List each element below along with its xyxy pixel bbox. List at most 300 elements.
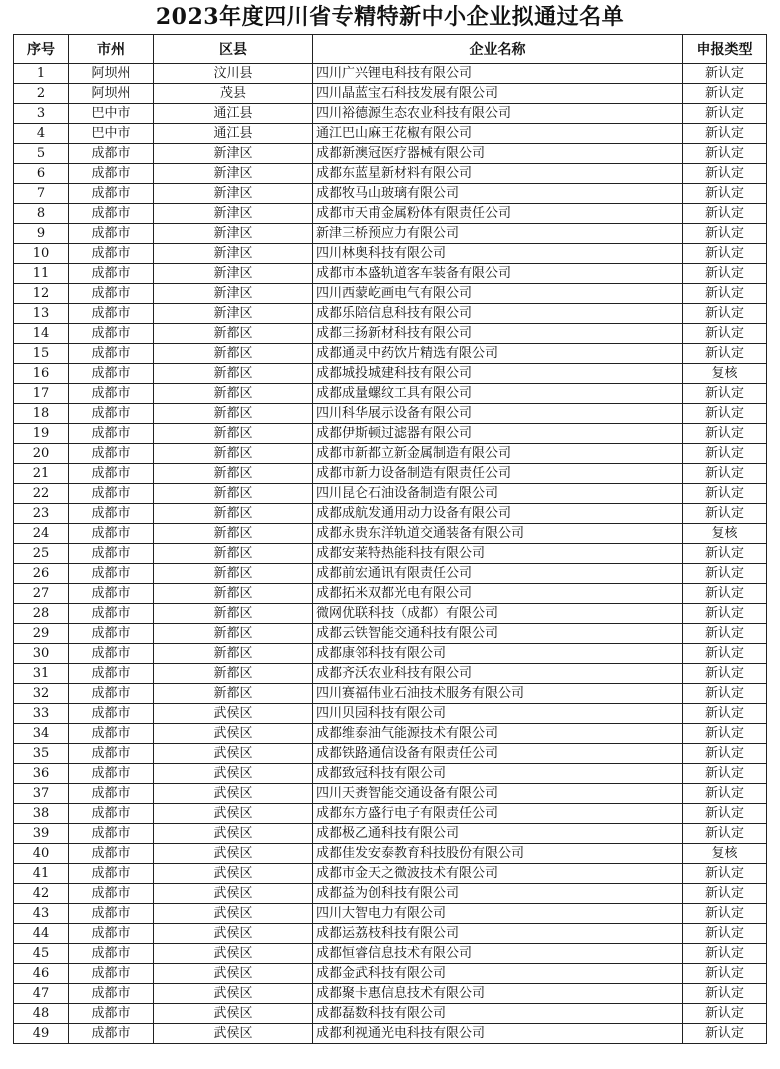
table-row <box>14 904 767 924</box>
row-city: 成都市 <box>69 624 154 644</box>
row-city: 巴中市 <box>69 104 154 124</box>
row-district: 新都区 <box>154 504 313 524</box>
row-index: 22 <box>14 484 69 504</box>
row-city: 成都市 <box>69 544 154 564</box>
row-type: 新认定 <box>683 204 767 224</box>
row-district: 新都区 <box>154 424 313 444</box>
row-city: 成都市 <box>69 704 154 724</box>
row-company-name: 成都利视通光电科技有限公司 <box>313 1024 683 1044</box>
row-city: 成都市 <box>69 864 154 884</box>
row-city: 成都市 <box>69 484 154 504</box>
row-index: 10 <box>14 244 69 264</box>
row-type: 新认定 <box>683 784 767 804</box>
row-type: 新认定 <box>683 1024 767 1044</box>
table-row <box>14 264 767 284</box>
row-type: 新认定 <box>683 224 767 244</box>
row-company-name: 成都市本盛轨道客车装备有限公司 <box>313 264 683 284</box>
table-row <box>14 104 767 124</box>
row-district: 武侯区 <box>154 744 313 764</box>
page-title: 2023年度四川省专精特新中小企业拟通过名单 <box>155 4 625 30</box>
row-company-name: 新津三桥预应力有限公司 <box>313 224 683 244</box>
row-city: 成都市 <box>69 804 154 824</box>
row-district: 武侯区 <box>154 704 313 724</box>
company-list-table <box>13 34 767 1044</box>
row-company-name: 四川大智电力有限公司 <box>313 904 683 924</box>
row-company-name: 成都乐陪信息科技有限公司 <box>313 304 683 324</box>
table-row <box>14 924 767 944</box>
row-index: 1 <box>14 64 69 84</box>
row-index: 39 <box>14 824 69 844</box>
table-body <box>14 64 767 1044</box>
table-row <box>14 444 767 464</box>
row-district: 武侯区 <box>154 844 313 864</box>
row-city: 成都市 <box>69 344 154 364</box>
row-city: 成都市 <box>69 824 154 844</box>
row-type: 新认定 <box>683 964 767 984</box>
row-company-name: 四川西蒙屹画电气有限公司 <box>313 284 683 304</box>
header-row <box>14 35 767 64</box>
row-index: 14 <box>14 324 69 344</box>
row-index: 28 <box>14 604 69 624</box>
row-company-name: 成都致冠科技有限公司 <box>313 764 683 784</box>
row-type: 新认定 <box>683 144 767 164</box>
row-company-name: 成都极乙通科技有限公司 <box>313 824 683 844</box>
table-row <box>14 824 767 844</box>
row-city: 成都市 <box>69 264 154 284</box>
row-company-name: 成都伊斯顿过滤器有限公司 <box>313 424 683 444</box>
row-district: 新津区 <box>154 164 313 184</box>
row-type: 新认定 <box>683 484 767 504</box>
row-index: 7 <box>14 184 69 204</box>
table-row <box>14 884 767 904</box>
row-city: 成都市 <box>69 964 154 984</box>
row-type: 新认定 <box>683 104 767 124</box>
row-city: 成都市 <box>69 244 154 264</box>
row-index: 19 <box>14 424 69 444</box>
table-row <box>14 544 767 564</box>
table-row <box>14 1024 767 1044</box>
row-index: 27 <box>14 584 69 604</box>
row-company-name: 成都成航发通用动力设备有限公司 <box>313 504 683 524</box>
row-city: 成都市 <box>69 404 154 424</box>
header-company: 企业名称 <box>313 35 683 64</box>
table-row <box>14 584 767 604</box>
row-city: 成都市 <box>69 324 154 344</box>
row-index: 38 <box>14 804 69 824</box>
row-company-name: 四川晶蓝宝石科技发展有限公司 <box>313 84 683 104</box>
row-company-name: 成都聚卡惠信息技术有限公司 <box>313 984 683 1004</box>
row-city: 成都市 <box>69 384 154 404</box>
table-row <box>14 224 767 244</box>
row-company-name: 四川昆仑石油设备制造有限公司 <box>313 484 683 504</box>
table-row <box>14 704 767 724</box>
row-city: 成都市 <box>69 364 154 384</box>
row-city: 成都市 <box>69 144 154 164</box>
row-type: 新认定 <box>683 584 767 604</box>
row-district: 武侯区 <box>154 804 313 824</box>
row-index: 25 <box>14 544 69 564</box>
table-row <box>14 244 767 264</box>
row-index: 2 <box>14 84 69 104</box>
row-city: 成都市 <box>69 284 154 304</box>
row-district: 武侯区 <box>154 884 313 904</box>
row-type: 新认定 <box>683 124 767 144</box>
row-index: 32 <box>14 684 69 704</box>
row-type: 新认定 <box>683 904 767 924</box>
row-district: 武侯区 <box>154 864 313 884</box>
table-row <box>14 684 767 704</box>
row-index: 6 <box>14 164 69 184</box>
table-header <box>14 35 767 64</box>
row-company-name: 成都东方盛行电子有限责任公司 <box>313 804 683 824</box>
row-index: 21 <box>14 464 69 484</box>
row-city: 成都市 <box>69 1024 154 1044</box>
table-row <box>14 324 767 344</box>
row-type: 新认定 <box>683 424 767 444</box>
row-city: 成都市 <box>69 924 154 944</box>
row-district: 通江县 <box>154 124 313 144</box>
row-district: 新都区 <box>154 664 313 684</box>
row-district: 新津区 <box>154 284 313 304</box>
row-company-name: 成都市新都立新金属制造有限公司 <box>313 444 683 464</box>
row-company-name: 成都佳发安泰教育科技股份有限公司 <box>313 844 683 864</box>
row-city: 成都市 <box>69 664 154 684</box>
row-index: 18 <box>14 404 69 424</box>
row-index: 16 <box>14 364 69 384</box>
row-type: 新认定 <box>683 744 767 764</box>
table-row <box>14 624 767 644</box>
row-company-name: 成都通灵中药饮片精选有限公司 <box>313 344 683 364</box>
row-city: 成都市 <box>69 204 154 224</box>
row-city: 成都市 <box>69 644 154 664</box>
row-district: 新都区 <box>154 384 313 404</box>
row-type: 新认定 <box>683 324 767 344</box>
row-city: 阿坝州 <box>69 64 154 84</box>
table-row <box>14 644 767 664</box>
row-type: 新认定 <box>683 604 767 624</box>
row-index: 44 <box>14 924 69 944</box>
table-row <box>14 804 767 824</box>
row-type: 新认定 <box>683 804 767 824</box>
row-city: 成都市 <box>69 184 154 204</box>
row-index: 23 <box>14 504 69 524</box>
row-city: 成都市 <box>69 424 154 444</box>
table-row <box>14 84 767 104</box>
row-city: 成都市 <box>69 504 154 524</box>
table-row <box>14 964 767 984</box>
row-district: 新津区 <box>154 244 313 264</box>
row-company-name: 成都齐沃农业科技有限公司 <box>313 664 683 684</box>
row-district: 新都区 <box>154 444 313 464</box>
row-district: 武侯区 <box>154 1024 313 1044</box>
row-index: 45 <box>14 944 69 964</box>
row-type: 复核 <box>683 524 767 544</box>
row-company-name: 成都恒睿信息技术有限公司 <box>313 944 683 964</box>
row-company-name: 四川林奥科技有限公司 <box>313 244 683 264</box>
row-city: 成都市 <box>69 444 154 464</box>
row-city: 成都市 <box>69 744 154 764</box>
row-district: 新都区 <box>154 604 313 624</box>
table-row <box>14 484 767 504</box>
row-district: 武侯区 <box>154 824 313 844</box>
row-index: 37 <box>14 784 69 804</box>
table-row <box>14 944 767 964</box>
row-company-name: 四川裕德源生态农业科技有限公司 <box>313 104 683 124</box>
row-index: 31 <box>14 664 69 684</box>
table-row <box>14 124 767 144</box>
header-district: 区县 <box>154 35 313 64</box>
row-type: 新认定 <box>683 884 767 904</box>
row-company-name: 成都金武科技有限公司 <box>313 964 683 984</box>
row-company-name: 通江巴山麻王花椒有限公司 <box>313 124 683 144</box>
row-district: 通江县 <box>154 104 313 124</box>
header-city: 市州 <box>69 35 154 64</box>
row-company-name: 成都成量螺纹工具有限公司 <box>313 384 683 404</box>
row-index: 36 <box>14 764 69 784</box>
row-type: 新认定 <box>683 764 767 784</box>
row-city: 成都市 <box>69 944 154 964</box>
row-district: 武侯区 <box>154 784 313 804</box>
row-index: 43 <box>14 904 69 924</box>
table-row <box>14 604 767 624</box>
row-district: 武侯区 <box>154 924 313 944</box>
row-city: 阿坝州 <box>69 84 154 104</box>
table-row <box>14 364 767 384</box>
row-district: 新都区 <box>154 624 313 644</box>
row-type: 新认定 <box>683 84 767 104</box>
row-company-name: 成都益为创科技有限公司 <box>313 884 683 904</box>
row-company-name: 四川天赉智能交通设备有限公司 <box>313 784 683 804</box>
row-city: 成都市 <box>69 584 154 604</box>
row-index: 34 <box>14 724 69 744</box>
row-type: 新认定 <box>683 384 767 404</box>
row-district: 新都区 <box>154 344 313 364</box>
row-district: 新都区 <box>154 324 313 344</box>
row-company-name: 成都云铁智能交通科技有限公司 <box>313 624 683 644</box>
row-type: 新认定 <box>683 544 767 564</box>
row-company-name: 成都拓米双都光电有限公司 <box>313 584 683 604</box>
row-company-name: 成都新澳冠医疗器械有限公司 <box>313 144 683 164</box>
row-type: 新认定 <box>683 344 767 364</box>
header-index: 序号 <box>14 35 69 64</box>
row-index: 49 <box>14 1024 69 1044</box>
row-index: 20 <box>14 444 69 464</box>
row-company-name: 成都市新力设备制造有限责任公司 <box>313 464 683 484</box>
row-district: 武侯区 <box>154 944 313 964</box>
row-type: 新认定 <box>683 264 767 284</box>
row-type: 新认定 <box>683 944 767 964</box>
row-city: 巴中市 <box>69 124 154 144</box>
row-company-name: 成都东蓝星新材料有限公司 <box>313 164 683 184</box>
row-type: 新认定 <box>683 704 767 724</box>
row-company-name: 成都安莱特热能科技有限公司 <box>313 544 683 564</box>
row-district: 新津区 <box>154 224 313 244</box>
row-type: 新认定 <box>683 624 767 644</box>
table-row <box>14 344 767 364</box>
row-index: 3 <box>14 104 69 124</box>
row-district: 武侯区 <box>154 764 313 784</box>
row-type: 新认定 <box>683 724 767 744</box>
row-type: 新认定 <box>683 504 767 524</box>
row-type: 新认定 <box>683 164 767 184</box>
row-company-name: 成都维泰油气能源技术有限公司 <box>313 724 683 744</box>
row-index: 12 <box>14 284 69 304</box>
row-type: 新认定 <box>683 464 767 484</box>
table-row <box>14 424 767 444</box>
row-company-name: 四川广兴锂电科技有限公司 <box>313 64 683 84</box>
row-district: 新津区 <box>154 144 313 164</box>
row-company-name: 成都磊数科技有限公司 <box>313 1004 683 1024</box>
row-type: 新认定 <box>683 684 767 704</box>
row-company-name: 四川贝园科技有限公司 <box>313 704 683 724</box>
row-district: 新津区 <box>154 304 313 324</box>
table-row <box>14 144 767 164</box>
row-index: 42 <box>14 884 69 904</box>
row-district: 新都区 <box>154 524 313 544</box>
row-index: 11 <box>14 264 69 284</box>
row-type: 新认定 <box>683 664 767 684</box>
row-district: 新都区 <box>154 484 313 504</box>
table-row <box>14 524 767 544</box>
row-index: 33 <box>14 704 69 724</box>
table-row <box>14 864 767 884</box>
row-district: 汶川县 <box>154 64 313 84</box>
table-row <box>14 464 767 484</box>
row-district: 新都区 <box>154 364 313 384</box>
row-type: 新认定 <box>683 404 767 424</box>
row-type: 新认定 <box>683 984 767 1004</box>
row-index: 26 <box>14 564 69 584</box>
row-index: 9 <box>14 224 69 244</box>
row-city: 成都市 <box>69 464 154 484</box>
row-city: 成都市 <box>69 724 154 744</box>
row-city: 成都市 <box>69 904 154 924</box>
row-company-name: 四川科华展示设备有限公司 <box>313 404 683 424</box>
row-company-name: 成都前宏通讯有限责任公司 <box>313 564 683 584</box>
row-type: 新认定 <box>683 244 767 264</box>
row-district: 新都区 <box>154 684 313 704</box>
row-district: 新津区 <box>154 184 313 204</box>
table-row <box>14 784 767 804</box>
row-index: 5 <box>14 144 69 164</box>
table-row <box>14 284 767 304</box>
row-index: 29 <box>14 624 69 644</box>
row-district: 新都区 <box>154 584 313 604</box>
row-city: 成都市 <box>69 844 154 864</box>
row-type: 新认定 <box>683 824 767 844</box>
row-company-name: 成都康邻科技有限公司 <box>313 644 683 664</box>
row-district: 武侯区 <box>154 724 313 744</box>
row-district: 新津区 <box>154 264 313 284</box>
header-type: 申报类型 <box>683 35 767 64</box>
row-district: 新都区 <box>154 644 313 664</box>
row-type: 新认定 <box>683 184 767 204</box>
row-district: 新都区 <box>154 564 313 584</box>
table-row <box>14 504 767 524</box>
row-city: 成都市 <box>69 764 154 784</box>
row-district: 武侯区 <box>154 1004 313 1024</box>
row-company-name: 成都牧马山玻璃有限公司 <box>313 184 683 204</box>
table-row <box>14 164 767 184</box>
row-city: 成都市 <box>69 884 154 904</box>
row-type: 新认定 <box>683 864 767 884</box>
row-city: 成都市 <box>69 784 154 804</box>
table-row <box>14 64 767 84</box>
row-city: 成都市 <box>69 604 154 624</box>
table-row <box>14 1004 767 1024</box>
row-index: 35 <box>14 744 69 764</box>
table-row <box>14 384 767 404</box>
row-company-name: 成都铁路通信设备有限责任公司 <box>313 744 683 764</box>
row-index: 41 <box>14 864 69 884</box>
row-type: 新认定 <box>683 64 767 84</box>
table-row <box>14 564 767 584</box>
row-company-name: 成都城投城建科技有限公司 <box>313 364 683 384</box>
row-type: 新认定 <box>683 1004 767 1024</box>
row-index: 15 <box>14 344 69 364</box>
row-type: 新认定 <box>683 284 767 304</box>
row-company-name: 成都三扬新材科技有限公司 <box>313 324 683 344</box>
table-row <box>14 984 767 1004</box>
table-row <box>14 764 767 784</box>
row-city: 成都市 <box>69 684 154 704</box>
row-district: 武侯区 <box>154 904 313 924</box>
row-district: 武侯区 <box>154 984 313 1004</box>
row-index: 4 <box>14 124 69 144</box>
row-type: 新认定 <box>683 444 767 464</box>
row-index: 47 <box>14 984 69 1004</box>
row-index: 40 <box>14 844 69 864</box>
row-company-name: 成都永贵东洋轨道交通装备有限公司 <box>313 524 683 544</box>
row-company-name: 四川赛福伟业石油技术服务有限公司 <box>313 684 683 704</box>
table-row <box>14 724 767 744</box>
row-type: 复核 <box>683 844 767 864</box>
row-district: 茂县 <box>154 84 313 104</box>
row-district: 新津区 <box>154 204 313 224</box>
row-city: 成都市 <box>69 524 154 544</box>
row-index: 24 <box>14 524 69 544</box>
row-type: 新认定 <box>683 924 767 944</box>
row-company-name: 成都市金天之微波技术有限公司 <box>313 864 683 884</box>
row-district: 新都区 <box>154 404 313 424</box>
row-company-name: 微网优联科技（成都）有限公司 <box>313 604 683 624</box>
row-city: 成都市 <box>69 224 154 244</box>
row-district: 新都区 <box>154 544 313 564</box>
row-city: 成都市 <box>69 1004 154 1024</box>
row-index: 17 <box>14 384 69 404</box>
row-city: 成都市 <box>69 984 154 1004</box>
row-index: 46 <box>14 964 69 984</box>
table-row <box>14 184 767 204</box>
row-company-name: 成都运荔枝科技有限公司 <box>313 924 683 944</box>
table-row <box>14 844 767 864</box>
row-type: 新认定 <box>683 304 767 324</box>
row-index: 30 <box>14 644 69 664</box>
row-index: 48 <box>14 1004 69 1024</box>
table-row <box>14 664 767 684</box>
row-index: 8 <box>14 204 69 224</box>
row-type: 新认定 <box>683 564 767 584</box>
row-city: 成都市 <box>69 304 154 324</box>
row-city: 成都市 <box>69 564 154 584</box>
table-row <box>14 404 767 424</box>
table-row <box>14 204 767 224</box>
row-index: 13 <box>14 304 69 324</box>
row-city: 成都市 <box>69 164 154 184</box>
row-company-name: 成都市天甫金属粉体有限责任公司 <box>313 204 683 224</box>
table-row <box>14 744 767 764</box>
row-district: 武侯区 <box>154 964 313 984</box>
